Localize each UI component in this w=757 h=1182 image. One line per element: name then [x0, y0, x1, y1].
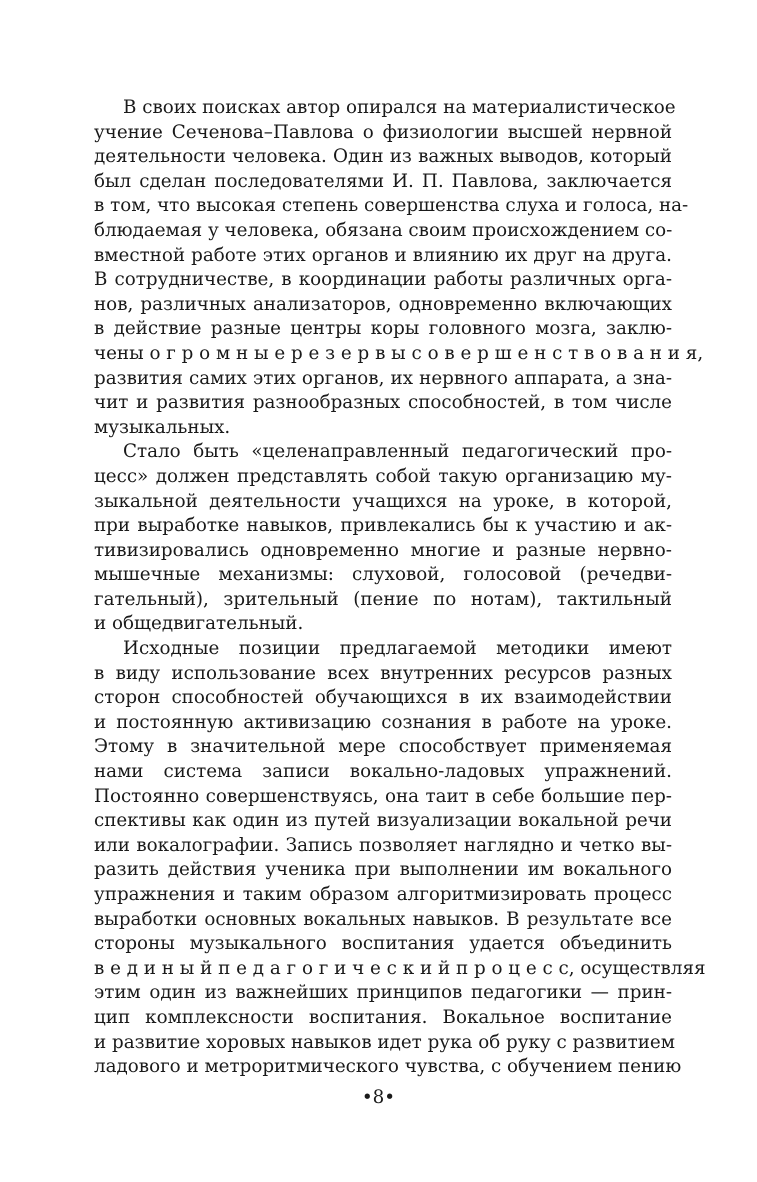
text-line: в е д и н ы й п е д а г о г и ч е с к и й п р о ц е с с, осуществляя: [94, 957, 706, 979]
text-line: Постоянно совершенствуясь, она таит в себе большие пер-: [94, 785, 672, 807]
text-line: выработки основных вокальных навыков. В результате все: [94, 908, 672, 930]
text-line: и постоянную активизацию сознания в работе на уроке.: [94, 711, 672, 733]
text-line: чит и развития разнообразных способностей, в том числе: [94, 392, 672, 414]
text-line: цип комплексности воспитания. Вокальное воспитание: [94, 1006, 672, 1028]
text-line: нов, различных анализаторов, одновременно включающих: [94, 293, 672, 315]
text-line: музыкальных.: [94, 416, 231, 438]
text-line: в действие разные центры коры головного мозга, заклю-: [94, 318, 672, 340]
paragraph-1: [94, 96, 704, 440]
text-line: нами система записи вокально-ладовых упражнений.: [94, 761, 672, 783]
text-line: В своих поисках автор опирался на материалистическое: [123, 97, 676, 118]
text-line: Этому в значительной мере способствует применяемая: [94, 736, 672, 758]
text-line: вместной работе этих органов и влиянию их друг на друга.: [94, 244, 672, 266]
text-line: ладового и метроритмического чувства, с обучением пению: [94, 1056, 682, 1078]
paragraph-2: [94, 440, 672, 637]
text-line: гательный), зрительный (пение по нотам), тактильный: [94, 588, 672, 610]
text-line: учение Сеченова–Павлова о физиологии высшей нервной: [94, 121, 672, 143]
text-line: этим один из важнейших принципов педагогики — прин-: [94, 982, 672, 1004]
text-line: тивизировались одновременно многие и разные нервно-: [94, 539, 672, 561]
text-line: стороны музыкального воспитания удается объединить: [94, 933, 672, 955]
text-line: был сделан последователями И. П. Павлова, заключается: [94, 170, 672, 192]
text-line: мышечные механизмы: слуховой, голосовой (речедви-: [94, 564, 672, 586]
text-line: В сотрудничестве, в координации работы различных орга-: [94, 269, 672, 291]
text-line: в виду использование всех внутренних ресурсов разных: [94, 662, 672, 684]
text-line: и общедвигательный.: [94, 613, 304, 635]
text-line: упражнения и таким образом алгоритмизировать процесс: [94, 884, 672, 905]
text-line: или вокалографии. Запись позволяет наглядно и четко вы-: [94, 834, 672, 856]
text-line: деятельности человека. Один из важных выводов, который: [94, 146, 672, 168]
text-line: сторон способностей обучающихся в их взаимодействии: [94, 687, 672, 709]
text-line: чены о г р о м н ы е р е з е р в ы с о в е р ш е н с т в о в а н и я,: [94, 342, 704, 364]
page-number: •8•: [361, 1087, 396, 1108]
text-line: Исходные позиции предлагаемой методики имеют: [123, 638, 672, 660]
text-line: при выработке навыков, привлекались бы к участию и ак-: [94, 515, 672, 537]
text-line: в том, что высокая степень совершенства слуха и голоса, на-: [94, 195, 689, 217]
text-line: развития самих этих органов, их нервного аппарата, а зна-: [94, 367, 672, 389]
paragraph-3: [94, 637, 706, 1080]
text-line: и развитие хоровых навыков идет рука об руку с развитием: [94, 1031, 675, 1053]
text-line: зыкальной деятельности учащихся на уроке, в которой,: [94, 490, 672, 512]
text-body: [94, 96, 706, 1080]
text-line: цесс» должен представлять собой такую организацию му-: [94, 465, 672, 487]
text-line: Стало быть «целенаправленный педагогический про-: [123, 441, 672, 463]
text-line: спективы как один из путей визуализации вокальной речи: [94, 810, 672, 832]
text-line: блюдаемая у человека, обязана своим происхождением со-: [94, 219, 673, 241]
text-line: разить действия ученика при выполнении им вокального: [94, 859, 672, 881]
